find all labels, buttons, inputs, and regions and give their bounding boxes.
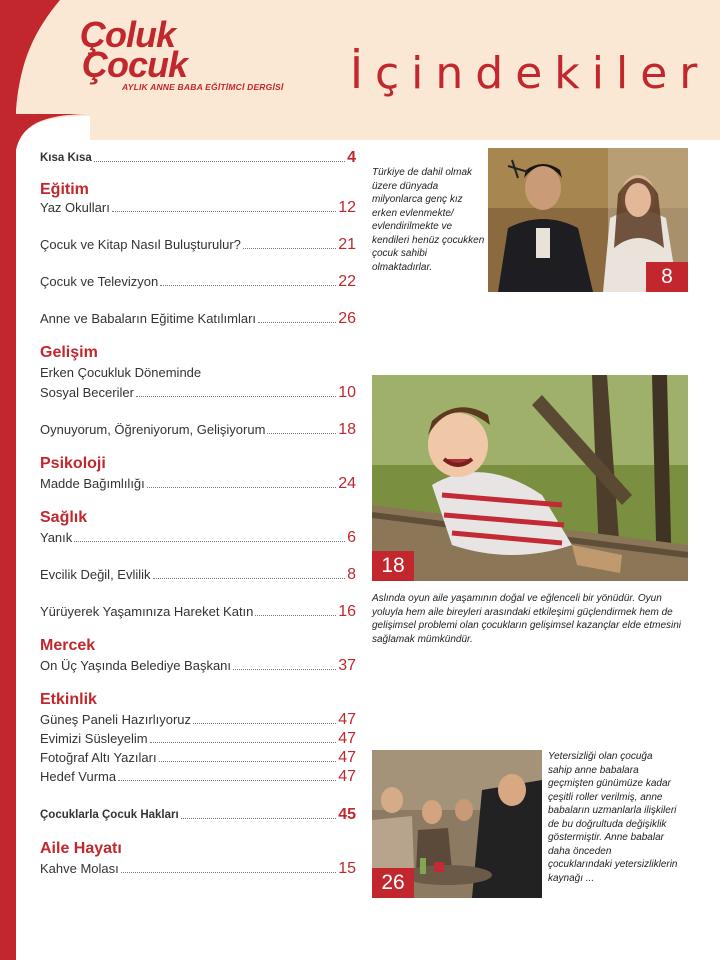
toc-entry-page: 47 [338,768,356,785]
toc-entry-page: 16 [338,603,356,620]
toc-entry[interactable] [40,769,356,785]
leader-dots [255,615,336,616]
toc-entry-title: Evcilik Değil, Evlilik [40,567,151,582]
toc-entry-title: Kahve Molası [40,861,119,876]
leader-dots [94,161,345,162]
page-title: İçindekiler [350,48,710,99]
toc-entry[interactable] [40,530,356,546]
child-photo[interactable] [372,375,688,581]
toc-entry[interactable] [40,476,356,492]
toc-entry-title-line1: Erken Çocukluk Döneminde [40,365,202,380]
toc-entry-page: 37 [338,657,356,674]
toc-entry[interactable] [40,658,356,674]
toc-entry-page: 6 [347,529,356,546]
leader-dots [118,780,336,781]
toc-entry-page: 47 [338,711,356,728]
toc-entry-title: Oynuyorum, Öğreniyorum, Gelişiyorum [40,422,266,437]
logo-word-bottom: Çocuk [82,43,188,85]
toc-entry-title: Yaz Okulları [40,200,110,215]
toc-entry[interactable] [40,712,356,728]
toc-entry-title: Sosyal Beceriler [40,385,134,400]
toc-entry-title: Çocuk ve Televizyon [40,274,159,289]
toc-entry[interactable] [40,385,356,401]
toc-entry-page: 8 [347,566,356,583]
toc-entry[interactable] [40,750,356,766]
toc-entry-title: Güneş Paneli Hazırlıyoruz [40,712,192,727]
logo-subtitle: AYLIK ANNE BABA EĞİTİMCİ DERGİSİ [122,82,284,92]
toc-entry-page: 24 [338,475,356,492]
toc-entry[interactable] [40,861,356,877]
toc-entry-page: 47 [338,730,356,747]
toc-entry-title: On Üç Yaşında Belediye Başkanı [40,658,232,673]
toc-entry-page: 47 [338,749,356,766]
toc-entry-page: 15 [338,860,356,877]
wedding-caption: Türkiye de dahil olmak üzere dünyada milyonlarca genç kız erken evlenmekte/ evlendirilmekte ve kendileri henüz çocukken çocuk sahibi olmaktadırlar. [372,167,485,273]
leader-dots [112,211,336,212]
leader-dots [243,248,336,249]
leader-dots [147,487,336,488]
toc-entry-title: Fotoğraf Altı Yazıları [40,750,157,765]
toc-entry-page: 10 [338,384,356,401]
toc-entry-title: Çocuklarla Çocuk Hakları [40,809,179,821]
toc-entry[interactable] [40,237,356,253]
magazine-logo [80,14,284,92]
toc-entry-title: Madde Bağımlılığı [40,476,145,491]
leader-dots [159,761,337,762]
toc-entry-kisa-kisa[interactable] [40,150,356,166]
leader-dots [136,396,336,397]
leader-dots [153,578,346,579]
toc-entry-page: 4 [347,149,356,166]
toc-entry-title: Yürüyerek Yaşamınıza Hareket Katın [40,604,254,619]
family-photo[interactable] [372,750,542,898]
toc-entry-page: 21 [338,236,356,253]
section-heading-gelisim: Gelişim [40,344,98,361]
leader-dots [233,669,336,670]
child-caption: Aslında oyun aile yaşamının doğal ve eğlenceli bir yönüdür. Oyun yoluyla hem aile bireyleri arasındaki etkileşimi güçlendirmek hem de gelişimsel problemi olan çocukların gelişimsel kazançlar elde etmesini sağlamak mümkündür. [372,593,682,645]
leader-dots [267,433,336,434]
leader-dots [193,723,336,724]
page-badge: 8 [646,262,688,292]
toc-entry-title: Çocuk ve Kitap Nasıl Buluşturulur? [40,237,241,252]
toc-entry[interactable] [40,274,356,290]
toc-entry-cocuk-haklari[interactable] [40,807,356,823]
toc-entry[interactable] [40,567,356,583]
leader-dots [150,742,337,743]
logo-word-top: Çoluk [80,14,176,55]
table-of-contents [40,148,356,877]
section-heading-aile-hayati: Aile Hayatı [40,840,122,857]
toc-entry-title: Anne ve Babaların Eğitime Katılımları [40,311,257,326]
leader-dots [258,322,336,323]
section-heading-egitim: Eğitim [40,181,89,198]
section-heading-etkinlik: Etkinlik [40,691,97,708]
page-badge: 18 [372,551,414,581]
toc-entry-title: Hedef Vurma [40,769,117,784]
toc-entry-page: 12 [338,199,356,216]
leader-dots [160,285,336,286]
toc-entry[interactable] [40,731,356,747]
leader-dots [74,541,345,542]
section-heading-psikoloji: Psikoloji [40,455,106,472]
wedding-photo[interactable] [488,148,688,292]
section-heading-mercek: Mercek [40,637,96,654]
toc-entry[interactable] [40,200,356,216]
toc-entry[interactable] [40,422,356,438]
toc-entry-title: Kısa Kısa [40,152,92,164]
toc-entry-page: 45 [338,806,356,823]
leader-dots [121,872,336,873]
toc-entry-page: 22 [338,273,356,290]
toc-entry-page: 18 [338,421,356,438]
child-photo-image [372,375,688,581]
toc-entry-page: 26 [338,310,356,327]
toc-entry-title: Evimizi Süsleyelim [40,731,148,746]
page-badge: 26 [372,868,414,898]
toc-entry-title: Yanık [40,530,73,545]
toc-entry[interactable] [40,311,356,327]
section-heading-saglik: Sağlık [40,509,88,526]
leader-dots [181,818,337,819]
family-caption: Yetersizliği olan çocuğa sahip anne babalara geçmişten günümüze kadar çeşitli roller verilmiş, anne babaların uzmanlarla ilişkileri de bu doğrultuda değişiklik göstermiştir. Anne babalar daha önceden çocuklarındaki yetersizliklerin kaynağı ... [548,751,678,884]
toc-entry[interactable] [40,604,356,620]
